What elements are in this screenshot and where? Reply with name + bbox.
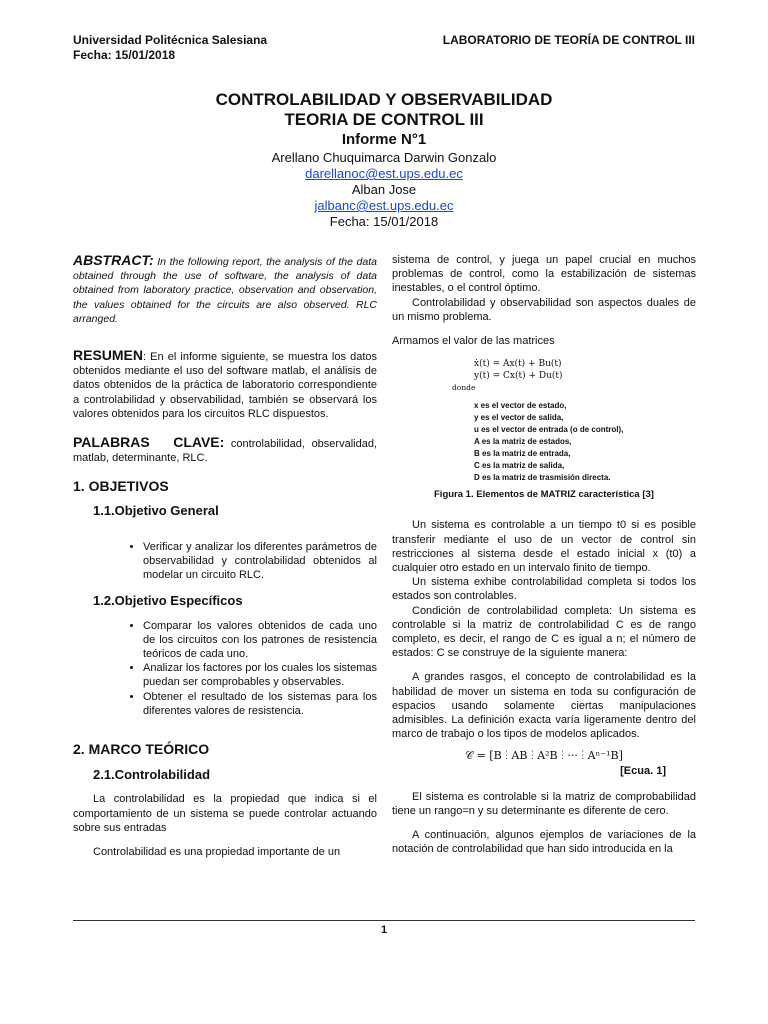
state-equation: ẋ(t) = Ax(t) + Bu(t) — [474, 359, 562, 370]
def-a: A es la matriz de estados, — [474, 437, 572, 447]
email-link-1[interactable]: darellanoc@est.ups.edu.ec — [305, 166, 463, 181]
paragraph: La controlabilidad es la propiedad que indica si el comportamiento de un sistema se puede controlar actuando sobre sus entradas — [73, 793, 377, 834]
paragraph: Un sistema exhibe controlabilidad completa si todos los estados son controlables. — [392, 576, 696, 603]
paragraph: A grandes rasgos, el concepto de controlabilidad es la habilidad de mover un sistema en toda su configuración de espacios usando solamente ciertas manipulaciones admisibles. La definición exacta varía ligeramente dentro del marco de trabajo o los tipos de modelos aplicados. — [392, 671, 696, 741]
footer-rule — [73, 920, 695, 921]
subsection-controlabilidad: 2.1.Controlabilidad — [93, 767, 211, 783]
author-1: Arellano Chuquimarca Darwin Gonzalo — [271, 150, 497, 165]
figure-1 — [392, 358, 696, 484]
abstract-text: In the following report, the analysis of the data obtained through the use of software, the analysis of data obtained from laboratory practice, observation and observation, the values obtained for the circuits are also observed. RLC arranged. — [73, 256, 377, 325]
paragraph: A continuación, algunos ejemplos de variaciones de la notación de controlabilidad que han sido introducida en la — [392, 829, 696, 856]
author-2: Alban Jose — [351, 182, 417, 197]
paragraph: El sistema es controlable si la matriz de comprobabilidad tiene un rango=n y su determinante es diferente de cero. — [392, 790, 696, 818]
running-header — [73, 33, 695, 63]
header-lab: LABORATORIO DE TEORÍA DE CONTROL III — [442, 33, 695, 47]
def-y: y es el vector de salida, — [474, 413, 564, 423]
def-b: B es la matriz de entrada, — [474, 449, 571, 459]
output-equation: y(t) = Cx(t) + Du(t) — [474, 371, 563, 382]
paragraph: Condición de controlabilidad completa: Un sistema es controlable si la matriz de controlabilidad C es de rango completo, es decir, el rango de C es igual a n; el número de estados: C se construye de la siguiente manera: — [392, 604, 696, 660]
paragraph: Armamos el valor de las matrices — [392, 335, 555, 348]
course-title: TEORIA DE CONTROL III — [284, 110, 484, 129]
header-university: Universidad Politécnica Salesiana — [73, 33, 268, 47]
resumen — [73, 348, 377, 421]
resumen-text: : En el informe siguiente, se muestra los datos obtenidos mediante el uso del software matlab, el análisis de datos obtenidos de la práctica de laboratorio correspondiente a controlabilidad y observabilidad, también se observará los valores obtenidos para los circuitos RLC dispuestos. — [73, 351, 377, 420]
general-objectives-list — [73, 540, 377, 583]
controllability-equation: 𝒞 = [B ⋮ AB ⋮ A²B ⋮ ··· ⋮ Aⁿ⁻¹B] — [465, 749, 623, 763]
def-x: x es el vector de estado, — [474, 401, 567, 411]
paragraph: Controlabilidad es una propiedad importante de un — [93, 846, 341, 859]
right-column — [392, 253, 696, 857]
section-marco-teorico: 2. MARCO TEÓRICO — [73, 741, 210, 758]
keywords-heading: PALABRAS CLAVE: — [73, 434, 225, 451]
keywords-text: controlabilidad, observalidad, matlab, determinante, RLC. — [73, 438, 377, 465]
header-date: Fecha: 15/01/2018 — [73, 48, 176, 62]
email-link-2[interactable]: jalbanc@est.ups.edu.ec — [314, 198, 454, 213]
left-column — [73, 253, 377, 859]
abstract — [73, 253, 377, 326]
subsection-objetivo-especificos: 1.2.Objetivo Específicos — [93, 593, 243, 609]
paragraph: Un sistema es controlable a un tiempo t0 si es posible transferir mediante el uso de un vector de control sin restricciones al sistema desde el estado inicial x (t0) a cualquier otro estado en un intervalo finito de tiempo. — [392, 519, 696, 575]
keywords — [73, 435, 377, 465]
def-u: u es el vector de entrada (o de control), — [474, 425, 624, 435]
list-item: • Verificar y analizar los diferentes parámetros de observabilidad y controlabilidad obtenidos al modelar un circuito RLC. — [143, 540, 377, 583]
paper-title: CONTROLABILIDAD Y OBSERVABILIDAD — [215, 90, 553, 109]
abstract-heading: ABSTRACT: — [73, 252, 154, 268]
donde-label: donde — [452, 383, 476, 393]
title-date: Fecha: 15/01/2018 — [329, 214, 439, 229]
paragraph: sistema de control, y juega un papel crucial en muchos problemas de control, como la estabilización de sistemas inestables, o el control óptimo. — [392, 254, 696, 295]
def-c: C es la matriz de salida, — [474, 461, 565, 471]
page-number: 1 — [380, 924, 388, 936]
title-block — [0, 90, 768, 230]
list-item: • Obtener el resultado de los sistemas para los diferentes valores de resistencia. — [143, 690, 377, 718]
subsection-objetivo-general: 1.1.Objetivo General — [93, 502, 219, 518]
resumen-heading: RESUMEN — [73, 347, 144, 364]
def-d: D es la matriz de trasmisión directa. — [474, 473, 611, 483]
paragraph: Controlabilidad y observabilidad son aspectos duales de un mismo problema. — [392, 296, 696, 323]
section-objetivos: 1. OBJETIVOS — [73, 478, 169, 495]
report-number: Informe N°1 — [341, 131, 427, 148]
figure-caption: Figura 1. Elementos de MATRIZ característica [3] — [434, 489, 654, 501]
figure-definitions — [452, 400, 696, 484]
specific-objectives-list — [73, 619, 377, 718]
list-item: • Comparar los valores obtenidos de cada uno de los circuitos con los patrones de resistencia teóricos de cada uno. — [143, 619, 377, 662]
list-item: • Analizar los factores por los cuales los sistemas puedan ser comprobables y observables. — [143, 661, 377, 689]
equation-label: [Ecua. 1] — [620, 764, 666, 777]
